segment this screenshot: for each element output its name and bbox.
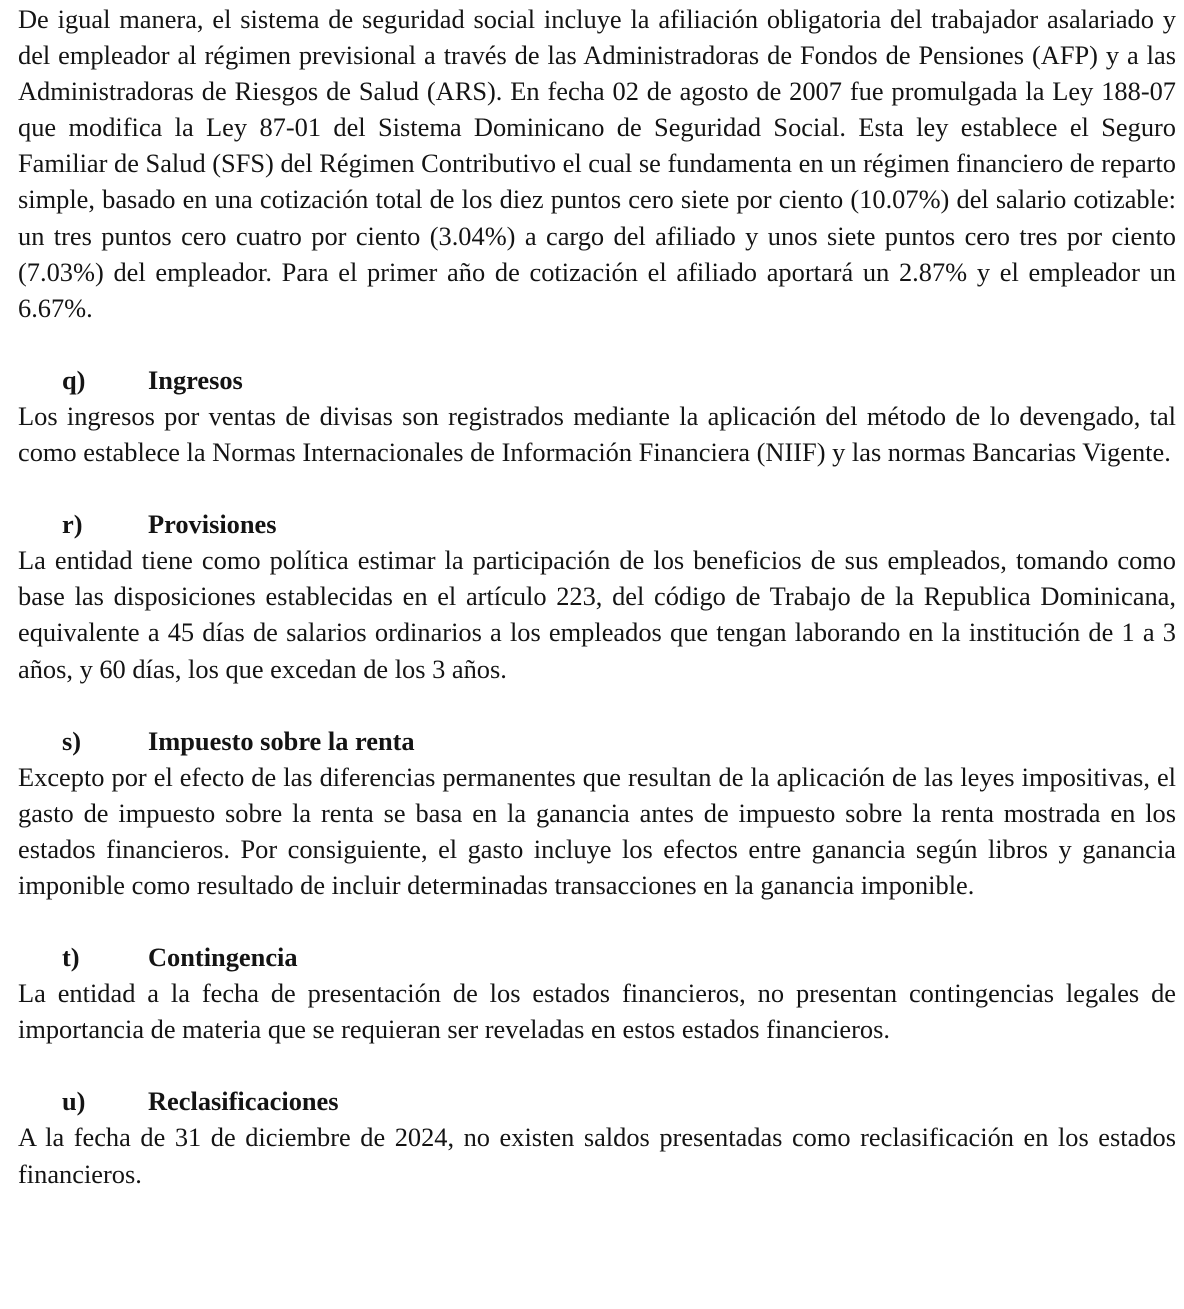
section-letter: t)	[62, 942, 80, 973]
section-heading	[18, 723, 1176, 759]
section-letter: r)	[62, 509, 83, 540]
document-page	[18, 1, 1176, 1192]
section-body: La entidad a la fecha de presentación de los estados financieros, no presentan contingencias legales de importancia de materia que se requieran ser reveladas en estos estados financieros.	[18, 978, 1176, 1045]
section-title: Impuesto sobre la renta	[148, 725, 415, 756]
section-title: Provisiones	[148, 509, 277, 540]
section-body: Excepto por el efecto de las diferencias permanentes que resultan de la aplicación de las leyes impositivas, el gasto de impuesto sobre la renta se basa en la ganancia antes de impuesto sobre la renta mostrada en los estados financieros. Por consiguiente, el gasto incluye los efectos entre ganancia según libros y ganancia imponible como resultado de incluir determinadas transacciones en la ganancia imponible.	[18, 761, 1176, 900]
section-heading	[18, 362, 1176, 398]
section-heading	[18, 506, 1176, 542]
section-heading	[18, 1083, 1176, 1119]
section-body: A la fecha de 31 de diciembre de 2024, no existen saldos presentadas como reclasificación en los estados financieros.	[18, 1122, 1176, 1189]
section-letter: q)	[62, 364, 86, 395]
section-heading	[18, 939, 1176, 975]
section-provisiones	[18, 506, 1176, 686]
section-impuesto-sobre-la-renta	[18, 723, 1176, 903]
section-ingresos	[18, 362, 1176, 470]
intro-paragraph: De igual manera, el sistema de seguridad social incluye la afiliación obligatoria del trabajador asalariado y del empleador al régimen previsional a través de las Administradoras de Fondos de Pensiones (AFP) y a las Administradoras de Riesgos de Salud (ARS). En fecha 02 de agosto de 2007 fue promulgada la Ley 188-07 que modifica la Ley 87-01 del Sistema Dominicano de Seguridad Social. Esta ley establece el Seguro Familiar de Salud (SFS) del Régimen Contributivo el cual se fundamenta en un régimen financiero de reparto simple, basado en una cotización total de los diez puntos cero siete por ciento (10.07%) del salario cotizable: un tres puntos cero cuatro por ciento (3.04%) a cargo del afiliado y unos siete puntos cero tres por ciento (7.03%) del empleador. Para el primer año de cotización el afiliado aportará un 2.87% y el empleador un 6.67%.	[18, 4, 1176, 323]
section-title: Reclasificaciones	[148, 1086, 339, 1117]
section-body: Los ingresos por ventas de divisas son registrados mediante la aplicación del método de lo devengado, tal como establece la Normas Internacionales de Información Financiera (NIIF) y las normas Bancarias Vigente.	[18, 400, 1176, 468]
section-body: La entidad tiene como política estimar la participación de los beneficios de sus empleados, tomando como base las disposiciones establecidas en el artículo 223, del código de Trabajo de la Republica Dominicana, equivalente a 45 días de salarios ordinarios a los empleados que tengan laborando en la institución de 1 a 3 años, y 60 días, los que excedan de los 3 años.	[18, 545, 1176, 684]
section-reclasificaciones	[18, 1083, 1176, 1191]
section-letter: s)	[62, 725, 82, 756]
section-title: Contingencia	[148, 942, 298, 973]
section-title: Ingresos	[148, 364, 243, 395]
section-contingencia	[18, 939, 1176, 1047]
section-letter: u)	[62, 1086, 86, 1117]
